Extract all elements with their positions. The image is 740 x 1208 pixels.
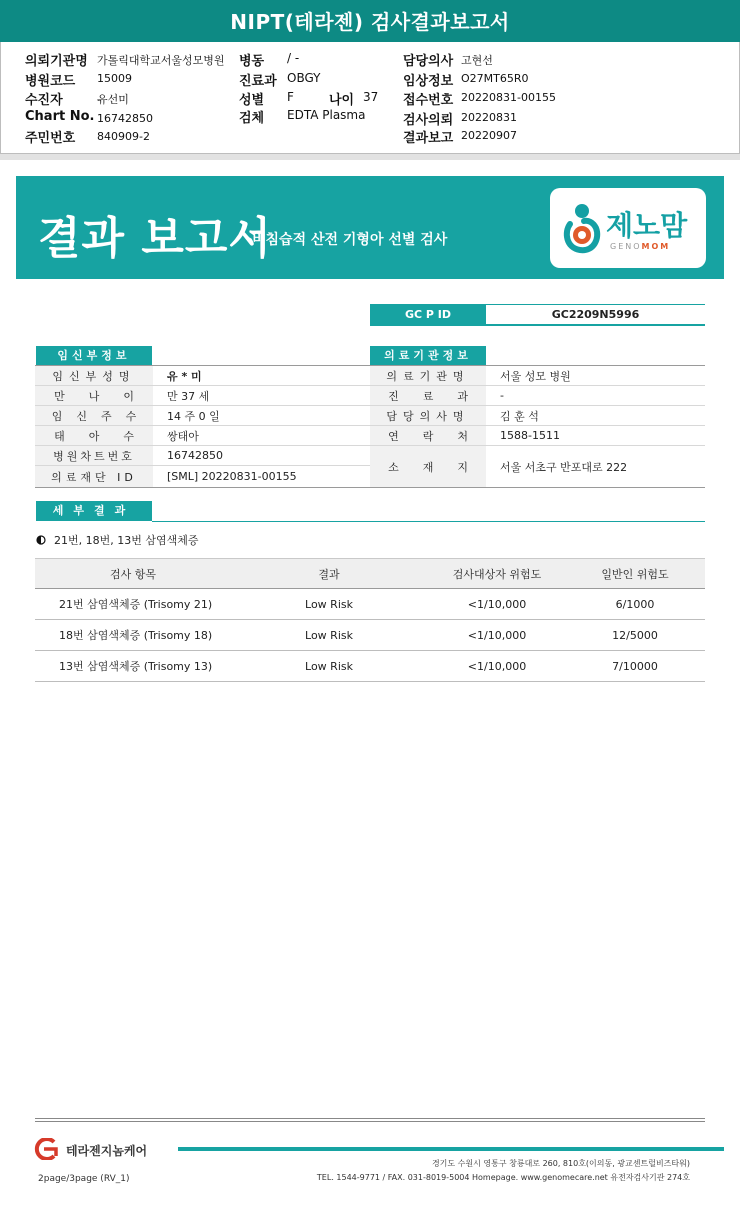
- resident-no-label: 주민번호: [25, 131, 76, 146]
- foundation-id-label: 의료재단 ID: [35, 466, 153, 487]
- result-value: Low Risk: [305, 628, 353, 642]
- general-risk-value: 7/10000: [612, 659, 658, 673]
- banner-title: 결과 보고서: [38, 213, 272, 264]
- table-row: [35, 651, 705, 682]
- sex-value: F: [287, 90, 294, 104]
- institution-label: 의뢰기관명: [25, 54, 88, 69]
- doctor-name-value: 김 훈 석: [500, 409, 539, 423]
- resident-no-value: 840909-2: [97, 130, 150, 143]
- header-shadow: [0, 154, 740, 160]
- col-header-general-risk: 일반인 위험도: [601, 567, 669, 581]
- table-row: [35, 466, 370, 487]
- department-label: 진료과: [370, 386, 486, 405]
- genomom-mother-icon: [562, 202, 602, 254]
- footer-accent-bar: [178, 1147, 724, 1151]
- institution-value: 가톨릭대학교서울성모병원: [97, 54, 225, 67]
- company-address: 경기도 수원시 영통구 창룡대로 260, 810호(이의동, 광교센트럴비즈타워): [431, 1159, 690, 1168]
- general-risk-value: 6/1000: [615, 597, 655, 611]
- table-row: [35, 406, 370, 426]
- general-risk-value: 12/5000: [612, 628, 658, 642]
- department-label: 진료과: [239, 74, 277, 89]
- patient-value: 유선미: [97, 93, 129, 106]
- section-detail-results: 세부결과: [36, 501, 152, 521]
- result-item: 18번 삼염색체증 (Trisomy 18): [59, 629, 213, 642]
- ward-value: / -: [287, 51, 300, 65]
- result-value: Low Risk: [305, 659, 353, 673]
- results-table-header: [35, 558, 705, 589]
- location-label: 소재지: [370, 446, 486, 487]
- table-row: [370, 406, 705, 426]
- table-row: [370, 426, 705, 446]
- subject-risk-value: <1/10,000: [467, 628, 527, 642]
- table-row: [35, 620, 705, 651]
- genomom-logo: [550, 188, 706, 268]
- result-item: 13번 삼염색체증 (Trisomy 13): [59, 660, 213, 673]
- page-indicator: 2page/3page (RV_1): [38, 1174, 130, 1184]
- age-value: 37: [363, 90, 379, 104]
- gestational-weeks-label: 임신주수: [35, 406, 153, 425]
- table-row: [35, 366, 370, 386]
- col-header-item: 검사 항목: [109, 567, 156, 581]
- institution-name-value: 서울 성모 병원: [500, 369, 571, 383]
- col-header-result: 결과: [318, 567, 340, 581]
- hospital-code-label: 병원코드: [25, 74, 76, 89]
- patient-name-value: 유 * 미: [167, 369, 202, 383]
- hospital-code-value: 15009: [97, 72, 132, 85]
- theragen-logo-icon: [32, 1138, 62, 1160]
- clinical-info-value: O27MT65R0: [461, 72, 529, 85]
- gcpid-value: GC2209N5996: [486, 304, 705, 326]
- section-institution-info: 의료기관정보: [370, 346, 486, 366]
- logo-korean-text: 제노맘: [606, 209, 688, 242]
- doctor-label: 담당의사: [403, 54, 454, 69]
- col-header-subject-risk: 검사대상자 위험도: [452, 567, 542, 581]
- department-value: OBGY: [287, 71, 321, 85]
- company-name: 테라젠지놈케어: [66, 1144, 148, 1158]
- report-title: NIPT(테라젠) 검사결과보고서: [0, 0, 740, 42]
- half-circle-icon: [36, 535, 46, 545]
- sex-label: 성별: [239, 93, 265, 108]
- footer-divider-bottom: [35, 1121, 705, 1122]
- age-label: 만나이: [35, 386, 153, 405]
- doctor-value: 고현선: [461, 54, 493, 67]
- doctor-name-label: 담당의사명: [370, 406, 486, 425]
- institution-name-label: 의료기관명: [370, 366, 486, 385]
- section-patient-info: 임신부정보: [36, 346, 152, 366]
- subject-risk-value: <1/10,000: [467, 659, 527, 673]
- result-item: 21번 삼염색체증 (Trisomy 21): [59, 598, 213, 611]
- table-row: [370, 366, 705, 386]
- ward-label: 병동: [239, 54, 265, 69]
- contact-value: 1588-1511: [500, 429, 560, 442]
- result-value: Low Risk: [305, 597, 353, 611]
- request-date-value: 20220831: [461, 111, 517, 124]
- age-value: 만 37 세: [167, 389, 210, 403]
- table-row: [35, 426, 370, 446]
- request-date-label: 검사의뢰: [403, 113, 454, 128]
- section-divider: [152, 521, 705, 522]
- logo-english-text: GENOMOM: [610, 242, 671, 251]
- receipt-no-label: 접수번호: [403, 93, 454, 108]
- table-row: [370, 446, 705, 487]
- company-contact: TEL. 1544-9771 / FAX. 031-8019-5004 Homepage. www.genomecare.net 유전자검사기관 274호: [316, 1173, 690, 1182]
- report-date-value: 20220907: [461, 129, 517, 142]
- banner-subtitle: 비침습적 산전 기형아 선별 검사: [252, 232, 448, 248]
- chart-number-value: 16742850: [167, 449, 223, 462]
- table-row: [370, 386, 705, 406]
- foundation-id-value: [SML] 20220831-00155: [167, 470, 297, 483]
- fetus-count-label: 태아수: [35, 426, 153, 445]
- patient-info-table: [35, 365, 370, 488]
- table-row: [35, 386, 370, 406]
- table-row: [35, 589, 705, 620]
- patient-name-label: 임신부성명: [35, 366, 153, 385]
- clinical-info-label: 임상정보: [403, 74, 454, 89]
- specimen-label: 검체: [239, 111, 265, 126]
- chart-number-label: 병원차트번호: [35, 446, 153, 465]
- report-banner: [16, 176, 724, 279]
- chart-no-label: Chart No.: [25, 109, 95, 124]
- detail-bullet-text: 21번, 18번, 13번 삼염색체증: [54, 534, 199, 547]
- institution-info-table: [370, 365, 705, 488]
- fetus-count-value: 쌍태아: [167, 429, 199, 443]
- specimen-value: EDTA Plasma: [287, 108, 366, 122]
- department-value: -: [500, 389, 504, 402]
- contact-label: 연락처: [370, 426, 486, 445]
- request-info-panel: [0, 42, 740, 154]
- detail-bullet: [36, 532, 198, 548]
- receipt-no-value: 20220831-00155: [461, 91, 556, 104]
- subject-risk-value: <1/10,000: [467, 597, 527, 611]
- gcpid-label: GC P ID: [370, 304, 486, 326]
- report-date-label: 결과보고: [403, 131, 454, 146]
- age-label: 나이: [329, 93, 355, 108]
- location-value: 서울 서초구 반포대로 222: [500, 460, 628, 474]
- gestational-weeks-value: 14 주 0 일: [167, 409, 220, 423]
- chart-no-value: 16742850: [97, 112, 153, 125]
- table-row: [35, 446, 370, 466]
- patient-label: 수진자: [25, 93, 63, 108]
- footer-divider-top: [35, 1118, 705, 1119]
